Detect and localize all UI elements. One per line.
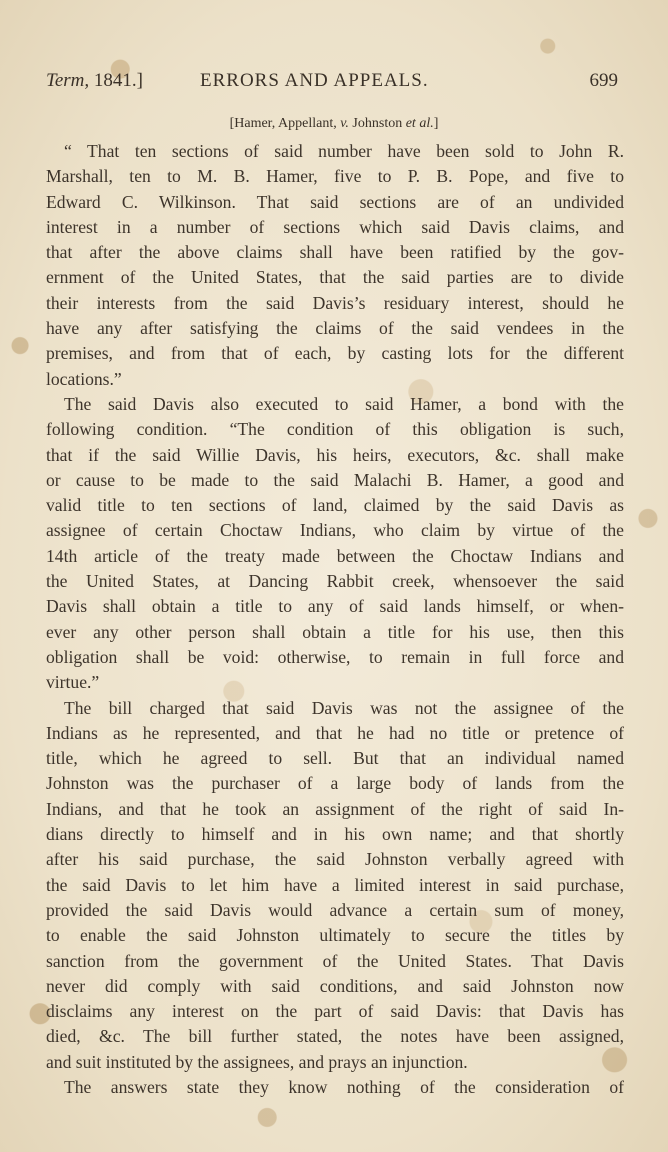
text-line: virtue.” — [46, 672, 100, 693]
text-line: Indians as he represented, and that he had no title or pretence of — [46, 722, 624, 743]
text-line: have any after satisfying the claims of the said vendees in the — [46, 318, 624, 339]
text-line: that after the above claims shall have been ratified by the gov- — [46, 242, 624, 263]
text-line: The bill charged that said Davis was not the assignee of the — [64, 697, 624, 718]
text-line: dians directly to himself and in his own name; and that shortly — [46, 824, 624, 845]
text-line: after his said purchase, the said Johnston verbally agreed with — [46, 849, 624, 870]
text-line: to enable the said Johnston ultimately to secure the titles by — [46, 925, 624, 946]
text-line: following condition. “The condition of this obligation is such, — [46, 419, 624, 440]
running-header — [46, 70, 618, 98]
text-line: that if the said Willie Davis, his heirs, executors, &c. shall make — [46, 444, 624, 465]
text-line: ernment of the United States, that the said parties are to divide — [46, 267, 624, 288]
text-line: The answers state they know nothing of the consideration of — [64, 1076, 624, 1097]
text-line: assignee of certain Choctaw Indians, who claim by virtue of the — [46, 520, 624, 541]
text-line: “ That ten sections of said number have been sold to John R. — [64, 141, 624, 161]
text-line: sanction from the government of the United States. That Davis — [46, 950, 624, 971]
text-line: Davis shall obtain a title to any of said lands himself, or when- — [46, 596, 624, 617]
text-line: or cause to be made to the said Malachi B. Hamer, a good and — [46, 469, 624, 490]
text-line: locations.” — [46, 368, 122, 389]
text-line: 14th article of the treaty made between the Choctaw Indians and — [46, 545, 624, 566]
text-line: disclaims any interest on the part of said Davis: that Davis has — [46, 1001, 624, 1022]
body-text — [46, 139, 624, 1100]
text-line: and suit instituted by the assignees, and prays an injunction. — [46, 1051, 468, 1072]
text-line: valid title to ten sections of land, claimed by the said Davis as — [46, 495, 624, 516]
text-line: title, which he agreed to sell. But that an individual named — [46, 748, 624, 769]
text-line: ever any other person shall obtain a title for his use, then this — [46, 621, 624, 642]
text-line: died, &c. The bill further stated, the notes have been assigned, — [46, 1026, 624, 1047]
text-line: never did comply with said conditions, and said Johnston now — [46, 975, 624, 996]
text-line: the said Davis to let him have a limited interest in said purchase, — [46, 874, 624, 895]
text-line: Indians, and that he took an assignment of the right of said In- — [46, 798, 624, 819]
text-line: obligation shall be void: otherwise, to remain in full force and — [46, 646, 624, 667]
text-line: Edward C. Wilkinson. That said sections are of an undivided — [46, 191, 624, 212]
text-line: provided the said Davis would advance a certain sum of money, — [46, 899, 624, 920]
header-title: ERRORS AND APPEALS. — [200, 70, 429, 91]
text-line: The said Davis also executed to said Hamer, a bond with the — [64, 393, 624, 414]
text-line: premises, and from that of each, by casting lots for the different — [46, 343, 624, 364]
text-line: Marshall, ten to M. B. Hamer, five to P. B. Pope, and five to — [46, 166, 624, 187]
text-line: interest in a number of sections which said Davis claims, and — [46, 216, 624, 237]
page-number: 699 — [589, 70, 618, 91]
header-term: Term, 1841.] — [46, 70, 143, 91]
text-line: Johnston was the purchaser of a large body of lands from the — [46, 773, 624, 794]
text-line: their interests from the said Davis’s residuary interest, should he — [46, 292, 624, 313]
case-caption: [Hamer, Appellant, v. Johnston et al.] — [229, 116, 439, 131]
text-line: the United States, at Dancing Rabbit creek, whensoever the said — [46, 571, 624, 592]
